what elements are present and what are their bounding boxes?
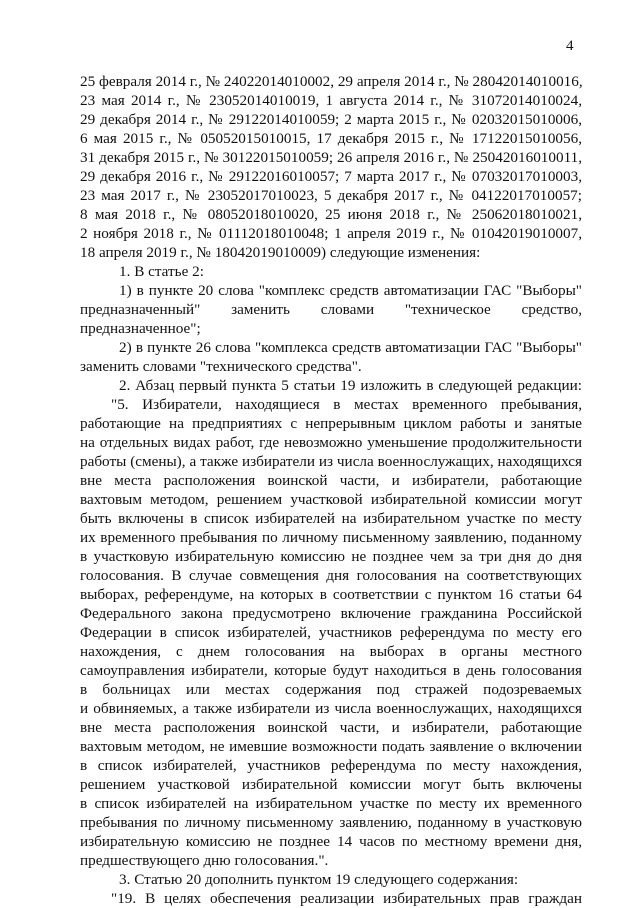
text-line: на отдельных видах работ, где невозможно уменьшение продолжительности	[80, 434, 582, 451]
text-line: работающие на предприятиях с непрерывным циклом работы и занятые	[80, 415, 582, 432]
text-line: 8 мая 2018 г., № 08052018010020, 25 июня 2018 г., № 25062018010021,	[80, 206, 582, 223]
text-line: "19. В целях обеспечения реализации избирательных прав граждан	[111, 890, 582, 907]
text-line: 25 февраля 2014 г., № 24022014010002, 29 апреля 2014 г., № 28042014010016,	[80, 73, 583, 90]
text-line: 2. Абзац первый пункта 5 статьи 19 изложить в следующей редакции:	[119, 377, 582, 394]
text-line: предшествующего дню голосования.".	[80, 852, 329, 869]
text-line: работы (смены), а также избиратели из числа военнослужащих, находящихся	[80, 453, 582, 470]
document-body	[80, 72, 582, 908]
text-line: 3. Статью 20 дополнить пунктом 19 следующего содержания:	[119, 871, 519, 888]
text-line: вне места расположения воинской части, и избиратели, работающие	[80, 472, 582, 489]
text-line: 1. В статье 2:	[119, 263, 204, 280]
text-line: 23 мая 2017 г., № 23052017010023, 5 декабря 2017 г., № 04122017010057;	[80, 187, 582, 204]
text-line: самоуправления избиратели, которые будут находиться в день голосования	[80, 662, 582, 679]
text-line: выборах, референдуме, на которых в соответствии с пунктом 16 статьи 64	[80, 586, 582, 603]
text-line: предназначенный" заменить словами "техническое средство,	[80, 301, 582, 318]
text-line: 18 апреля 2019 г., № 18042019010009) следующие изменения:	[80, 244, 481, 261]
text-line: предназначенное";	[80, 320, 201, 337]
text-line: "5. Избиратели, находящиеся в местах временного пребывания,	[111, 396, 582, 413]
text-line: заменить словами "технического средства".	[80, 358, 362, 375]
text-line: в больницах или местах содержания под стражей подозреваемых	[80, 681, 582, 698]
page-number: 4	[566, 38, 574, 54]
text-line: в участковую избирательную комиссию не позднее чем за три дня до дня	[80, 548, 582, 565]
text-line: избирательную комиссию не позднее 14 часов по местному времени дня,	[80, 833, 582, 850]
text-line: решением участковой избирательной комиссии могут быть включены	[80, 776, 582, 793]
text-line: голосования. В случае совмещения дня голосования на соответствующих	[80, 567, 582, 584]
text-line: 23 мая 2014 г., № 23052014010019, 1 августа 2014 г., № 31072014010024,	[80, 92, 582, 109]
text-line: в список избирателей, участников референдума по месту нахождения,	[80, 757, 582, 774]
text-line: в список избирателей на избирательном участке по месту их временного	[80, 795, 582, 812]
text-line: 29 декабря 2014 г., № 29122014010059; 2 марта 2015 г., № 02032015010006,	[80, 111, 582, 128]
text-line: 2) в пункте 26 слова "комплекса средств автоматизации ГАС "Выборы"	[119, 339, 582, 356]
text-line: и обвиняемых, а также избиратели из числа военнослужащих, находящихся	[80, 700, 582, 717]
text-line: вне места расположения воинской части, и избиратели, работающие	[80, 719, 582, 736]
text-line: нахождения, с днем голосования на выборах в органы местного	[80, 643, 582, 660]
text-line: 6 мая 2015 г., № 05052015010015, 17 декабря 2015 г., № 17122015010056,	[80, 130, 582, 147]
text-line: пребывания по личному письменному заявлению, поданному в участковую	[80, 814, 582, 831]
text-line: 29 декабря 2016 г., № 29122016010057; 7 марта 2017 г., № 07032017010003,	[80, 168, 582, 185]
text-line: Федерации в список избирателей, участников референдума по месту его	[80, 624, 582, 641]
text-line: их временного пребывания по личному письменному заявлению, поданному	[80, 529, 582, 546]
text-line: 1) в пункте 20 слова "комплекс средств автоматизации ГАС "Выборы"	[119, 282, 582, 299]
text-line: вахтовым методом, не имевшие возможности подать заявление о включении	[80, 738, 582, 755]
text-line: 31 декабря 2015 г., № 30122015010059; 26 апреля 2016 г., № 25042016010011,	[80, 149, 582, 166]
text-line: Федерального закона предусмотрено включение гражданина Российской	[80, 605, 582, 622]
text-line: быть включены в список избирателей на избирательном участке по месту	[80, 510, 582, 527]
text-line: 2 ноября 2018 г., № 01112018010048; 1 апреля 2019 г., № 01042019010007,	[80, 225, 582, 242]
text-line: вахтовым методом, решением участковой избирательной комиссии могут	[80, 491, 582, 508]
